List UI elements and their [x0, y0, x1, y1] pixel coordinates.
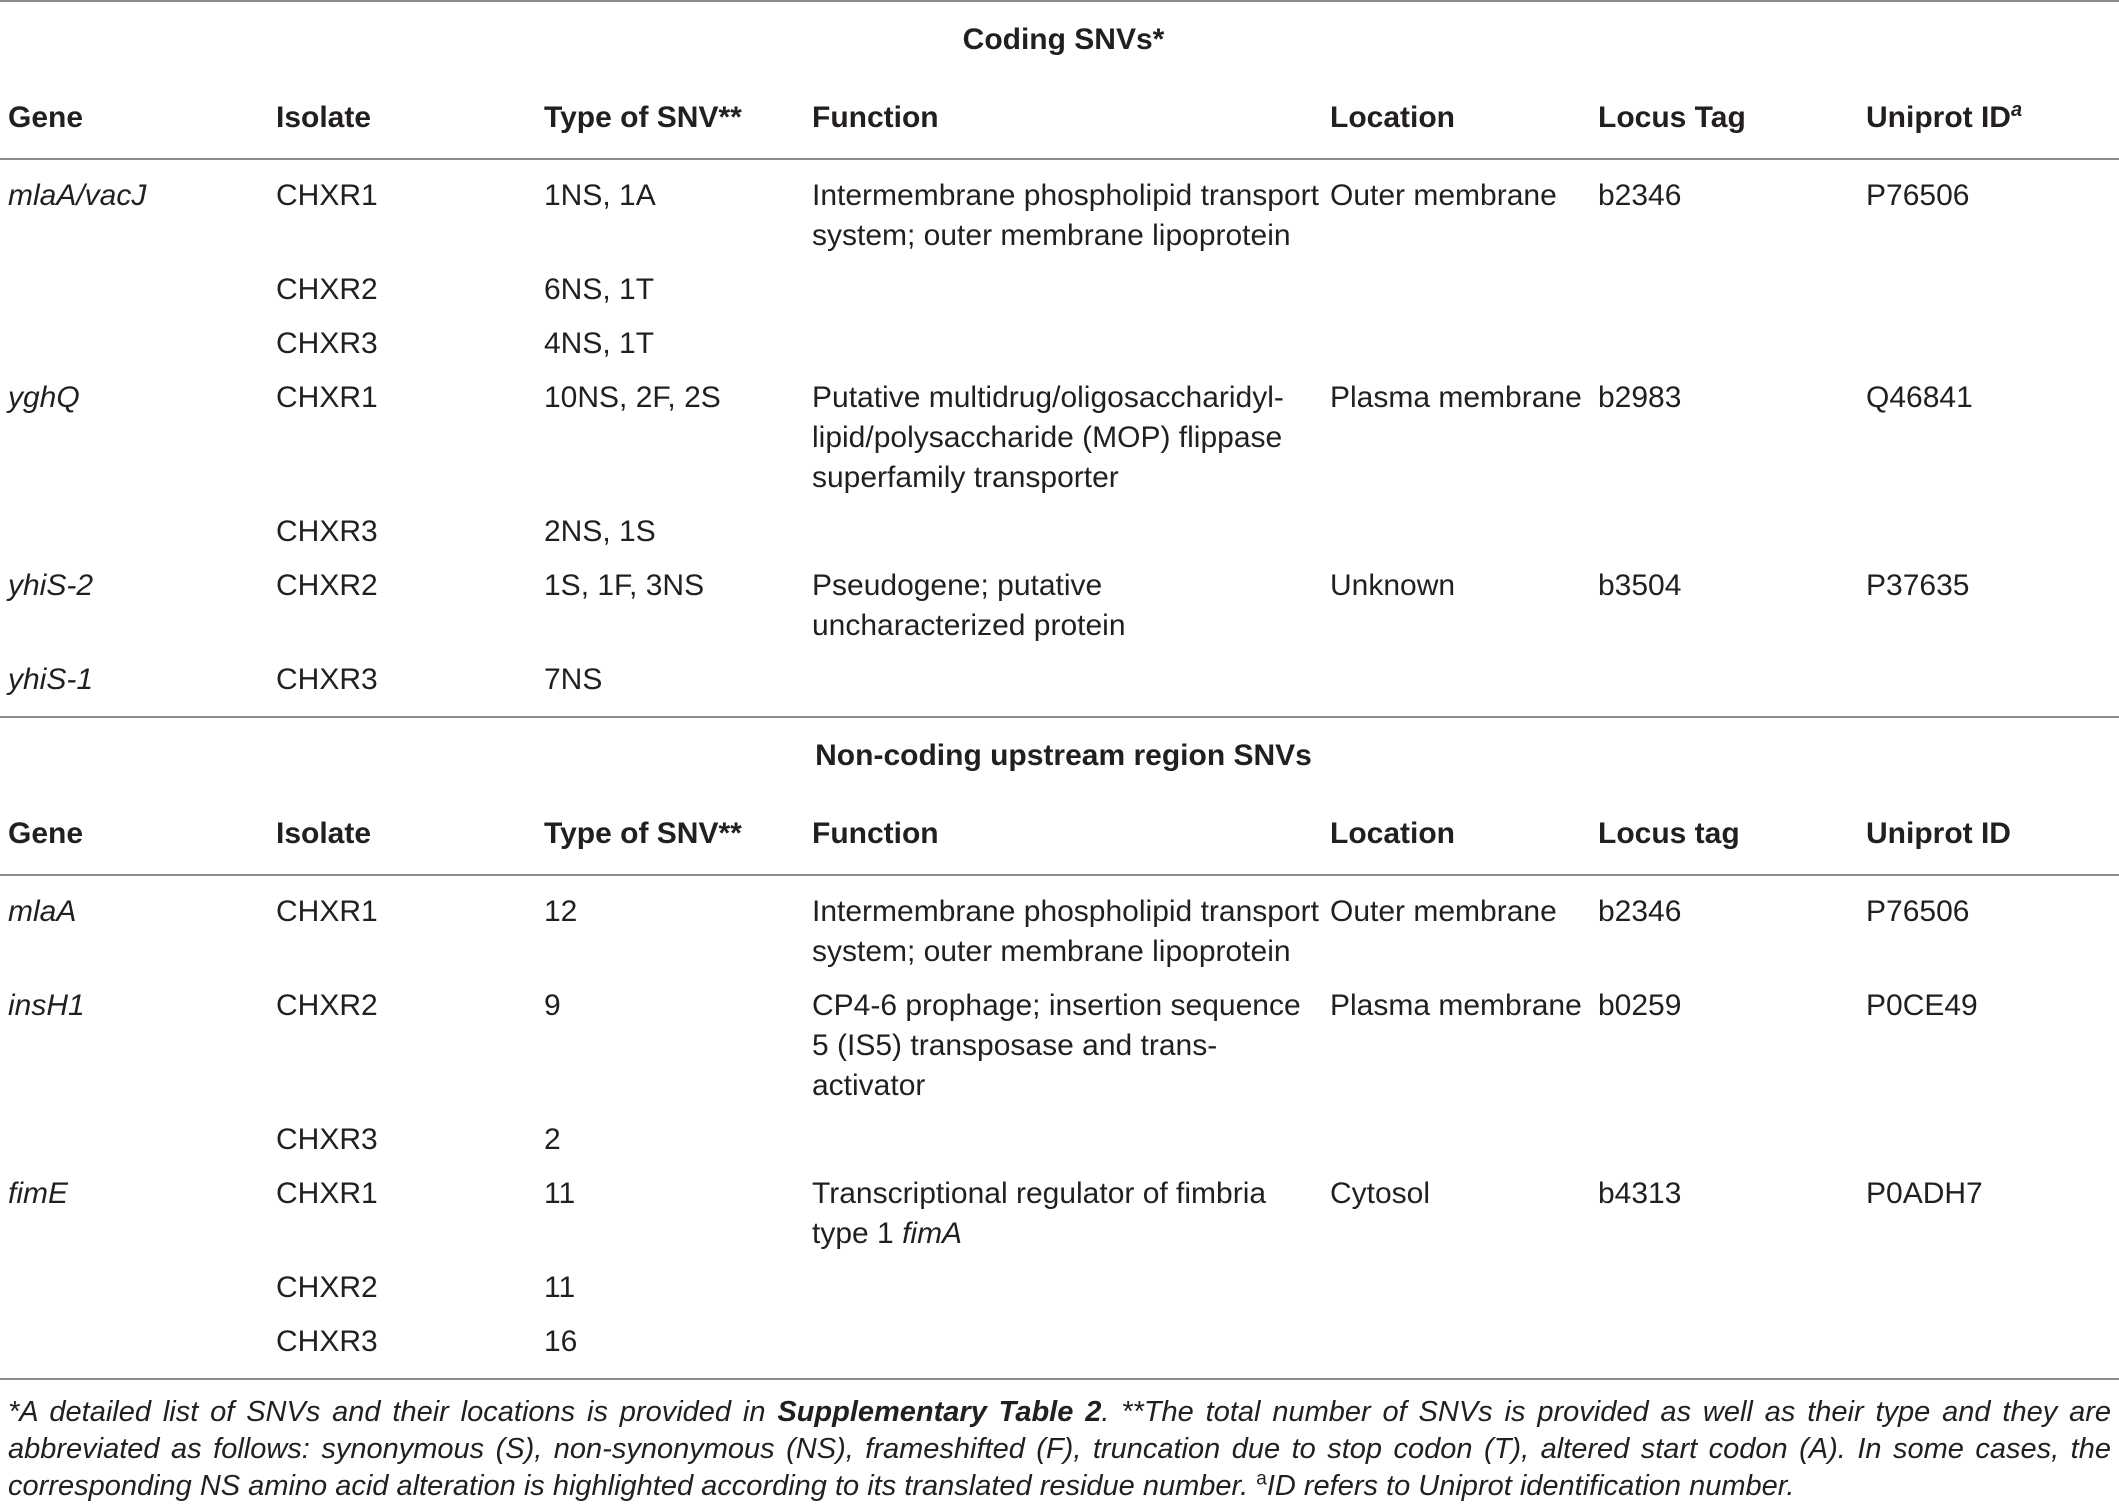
cell-location: Plasma membrane [1330, 381, 1582, 414]
cell-isolate: CHXR3 [276, 663, 378, 696]
cell-locus: b0259 [1598, 989, 1682, 1022]
cell-gene: mlaA/vacJ [8, 179, 147, 212]
table-footnote [0, 1380, 2119, 1505]
cell-location: Unknown [1330, 569, 1456, 602]
cell-locus [1590, 646, 1858, 717]
cell-function: CP4-6 prophage; insertion sequence 5 (IS5) transposase and trans-activator [812, 989, 1301, 1102]
cell-function [804, 1160, 1322, 1254]
cell-type: 2 [544, 1123, 561, 1156]
cell-location: Plasma membrane [1330, 989, 1582, 1022]
cell-uniprot: P76506 [1866, 179, 1970, 212]
cell-locus [1590, 310, 1858, 364]
cell-gene: mlaA [8, 895, 77, 928]
header-function: Function [804, 794, 1322, 875]
cell-location [1322, 310, 1590, 364]
cell-uniprot [1858, 1106, 2119, 1160]
cell-gene: insH1 [8, 989, 85, 1022]
cell-locus [1590, 498, 1858, 552]
header-locus-tag: Locus Tag [1590, 78, 1858, 159]
cell-isolate: CHXR2 [276, 273, 378, 306]
cell-gene [0, 1308, 268, 1378]
cell-gene: fimE [8, 1177, 68, 1210]
header-location: Location [1322, 794, 1590, 875]
table-row [0, 1106, 2119, 1160]
footnote-text-1: *A detailed list of SNVs and their locations is provided in [8, 1396, 778, 1428]
cell-type: 1S, 1F, 3NS [544, 569, 705, 602]
footnote-a-mark: a [1256, 1468, 1267, 1490]
cell-location [1322, 1308, 1590, 1378]
cell-location [1322, 498, 1590, 552]
cell-isolate: CHXR1 [276, 381, 378, 414]
header-gene: Gene [0, 794, 268, 875]
table-row [0, 364, 2119, 498]
cell-gene [0, 310, 268, 364]
cell-function [804, 256, 1322, 310]
cell-function: Intermembrane phospholipid transport system; outer membrane lipoprotein [812, 179, 1319, 252]
cell-location: Outer membrane [1330, 895, 1557, 928]
cell-type: 12 [544, 895, 578, 928]
header-isolate: Isolate [268, 78, 536, 159]
header-location: Location [1322, 78, 1590, 159]
cell-type: 11 [544, 1177, 576, 1210]
cell-uniprot: Q46841 [1866, 381, 1973, 414]
cell-uniprot: P0ADH7 [1866, 1177, 1983, 1210]
cell-gene [0, 1254, 268, 1308]
header-uniprot-footnote-mark: a [2010, 99, 2023, 121]
cell-type: 4NS, 1T [544, 327, 655, 360]
cell-function [804, 498, 1322, 552]
header-function: Function [804, 78, 1322, 159]
cell-locus: b3504 [1598, 569, 1682, 602]
footnote-text-2: . **The total number of SNVs is provided as well as their type and they are abbreviated as follows: synonymous (S), non-synonymous (NS), frameshifted (F), truncation due to stop codon (T), altered start codon (A). In some cases, the corresponding NS amino acid alteration is highlighted according to its translated residue number. [8, 1396, 2111, 1502]
noncoding-header-row [0, 794, 2119, 875]
cell-isolate: CHXR2 [276, 569, 378, 602]
cell-locus [1590, 1106, 1858, 1160]
cell-function [804, 1308, 1322, 1378]
cell-function [804, 1106, 1322, 1160]
supplementary-table-reference: Supplementary Table 2 [777, 1396, 1102, 1428]
coding-section-title-row [0, 1, 2119, 78]
table-row [0, 1160, 2119, 1254]
cell-location [1322, 1254, 1590, 1308]
footnote-text-3: ID refers to Uniprot identification number. [1266, 1470, 1795, 1502]
cell-isolate: CHXR3 [276, 1123, 378, 1156]
header-type: Type of SNV** [536, 78, 804, 159]
table-row [0, 498, 2119, 552]
cell-type: 11 [544, 1271, 576, 1304]
cell-isolate: CHXR1 [276, 179, 378, 212]
table-row [0, 1308, 2119, 1378]
cell-isolate: CHXR1 [276, 895, 378, 928]
cell-location: Cytosol [1330, 1177, 1431, 1210]
cell-function: Pseudogene; putative uncharacterized protein [812, 569, 1126, 642]
cell-locus [1590, 1254, 1858, 1308]
cell-uniprot [1858, 310, 2119, 364]
cell-uniprot: P0CE49 [1866, 989, 1978, 1022]
header-locus-tag: Locus tag [1590, 794, 1858, 875]
noncoding-section-title: Non-coding upstream region SNVs [0, 717, 2119, 794]
function-text: Transcriptional regulator of fimbria type 1 [812, 1177, 1267, 1250]
cell-type: 6NS, 1T [544, 273, 655, 306]
table-row [0, 159, 2119, 256]
table-row [0, 256, 2119, 310]
noncoding-section-title-row [0, 717, 2119, 794]
table-row [0, 1254, 2119, 1308]
cell-function: Intermembrane phospholipid transport system; outer membrane lipoprotein [812, 895, 1319, 968]
cell-locus: b2346 [1598, 179, 1682, 212]
coding-section-title: Coding SNVs* [0, 1, 2119, 78]
cell-gene [0, 498, 268, 552]
cell-location [1322, 256, 1590, 310]
cell-isolate: CHXR3 [276, 1325, 378, 1358]
cell-locus: b2346 [1598, 895, 1682, 928]
table-row [0, 875, 2119, 972]
cell-type: 2NS, 1S [544, 515, 656, 548]
cell-location [1322, 1106, 1590, 1160]
cell-uniprot [1858, 646, 2119, 717]
cell-gene: yghQ [8, 381, 80, 414]
cell-isolate: CHXR2 [276, 1271, 378, 1304]
cell-function: Putative multidrug/oligosaccharidyl-lipid/polysaccharide (MOP) flippase superfamily transporter [812, 381, 1284, 494]
header-uniprot [1858, 78, 2119, 159]
cell-type: 9 [544, 989, 561, 1022]
cell-location: Outer membrane [1330, 179, 1557, 212]
header-uniprot: Uniprot ID [1858, 794, 2119, 875]
function-gene-name: fimA [902, 1217, 963, 1250]
cell-locus: b2983 [1598, 381, 1682, 414]
cell-locus: b4313 [1598, 1177, 1682, 1210]
table-row [0, 310, 2119, 364]
cell-uniprot [1858, 256, 2119, 310]
cell-gene [0, 1106, 268, 1160]
cell-type: 7NS [544, 663, 603, 696]
cell-type: 10NS, 2F, 2S [544, 381, 721, 414]
table-row [0, 972, 2119, 1106]
cell-uniprot [1858, 1308, 2119, 1378]
cell-uniprot [1858, 498, 2119, 552]
cell-function [804, 1254, 1322, 1308]
cell-function [804, 310, 1322, 364]
cell-locus [1590, 256, 1858, 310]
cell-gene: yhiS-1 [8, 663, 94, 696]
table-row [0, 552, 2119, 646]
header-isolate: Isolate [268, 794, 536, 875]
header-type: Type of SNV** [536, 794, 804, 875]
cell-isolate: CHXR1 [276, 1177, 378, 1210]
cell-type: 1NS, 1A [544, 179, 656, 212]
cell-uniprot: P37635 [1866, 569, 1970, 602]
header-uniprot-label: Uniprot ID [1866, 101, 2011, 134]
cell-type: 16 [544, 1325, 578, 1358]
cell-uniprot [1858, 1254, 2119, 1308]
cell-isolate: CHXR3 [276, 515, 378, 548]
cell-isolate: CHXR3 [276, 327, 378, 360]
coding-header-row [0, 78, 2119, 159]
cell-location [1322, 646, 1590, 717]
cell-gene: yhiS-2 [8, 569, 94, 602]
cell-function [804, 646, 1322, 717]
cell-gene [0, 256, 268, 310]
header-gene: Gene [0, 78, 268, 159]
cell-uniprot: P76506 [1866, 895, 1970, 928]
table-row [0, 646, 2119, 717]
cell-locus [1590, 1308, 1858, 1378]
cell-isolate: CHXR2 [276, 989, 378, 1022]
